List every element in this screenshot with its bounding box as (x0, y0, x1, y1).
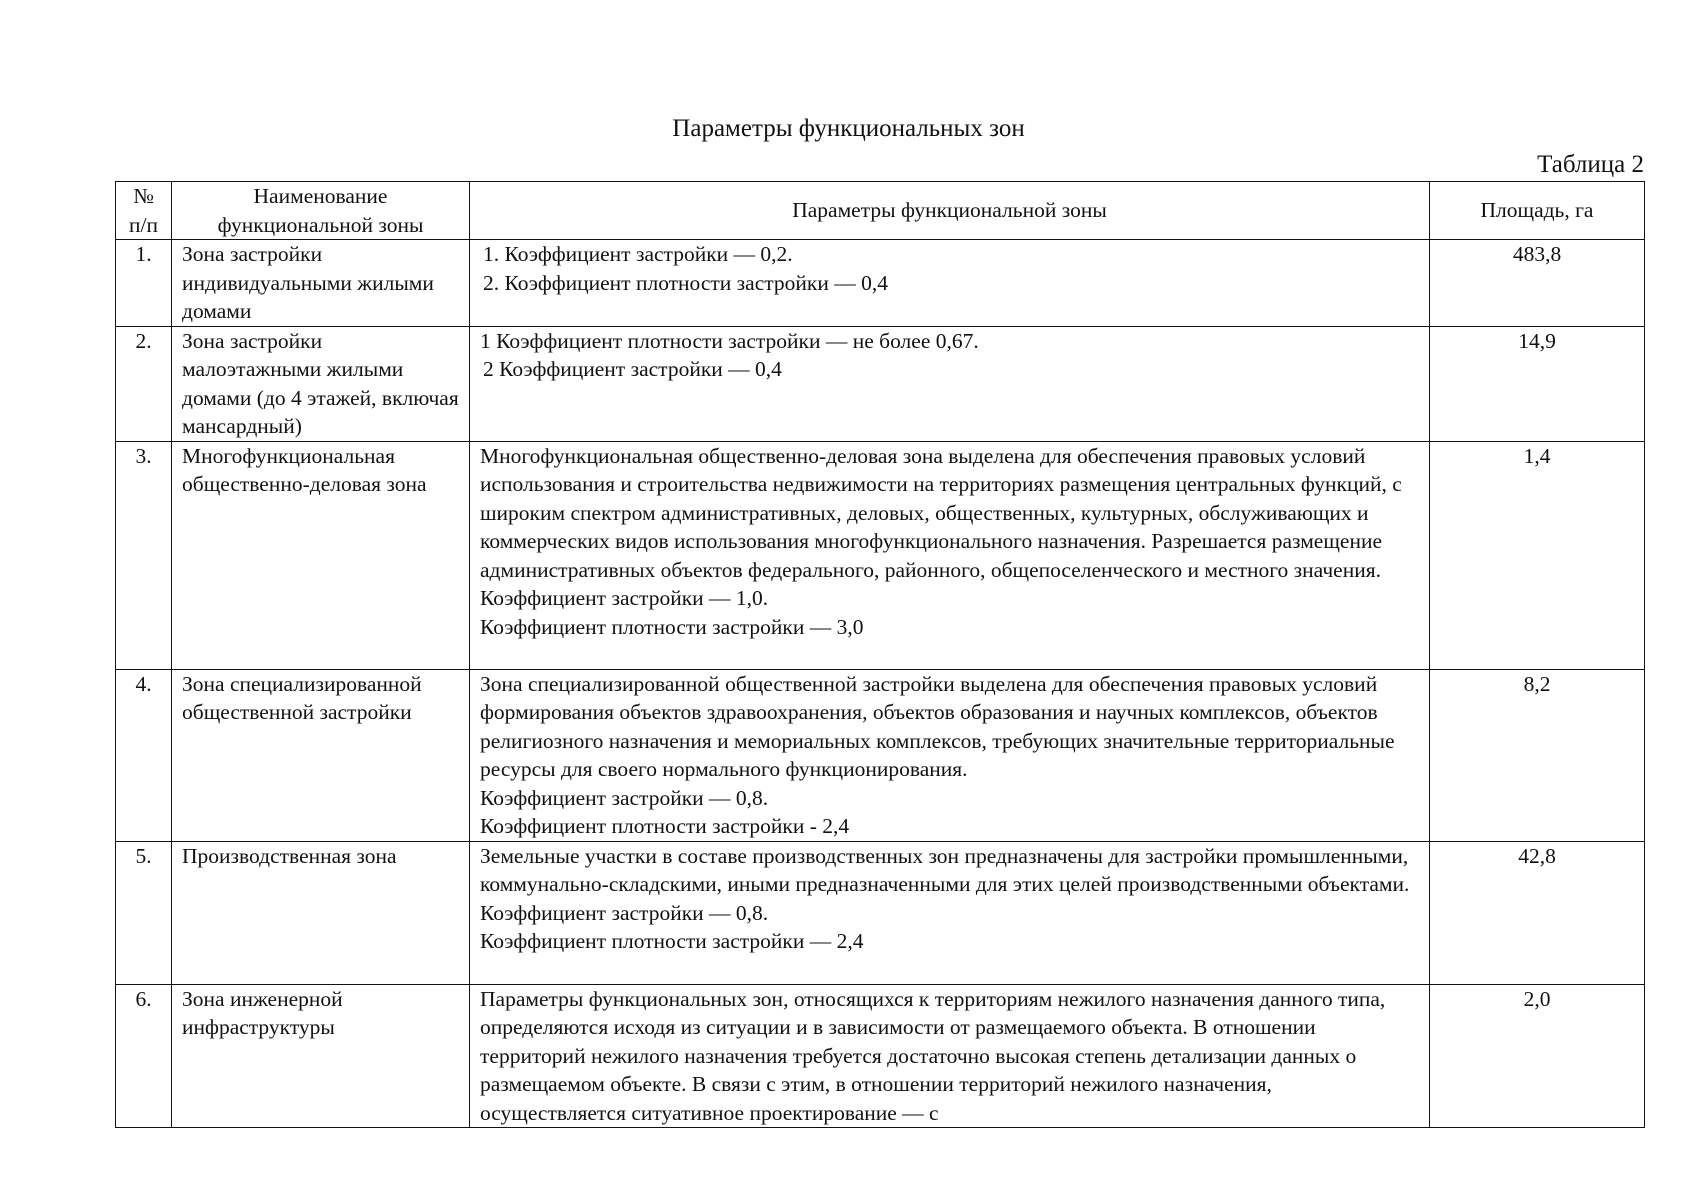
param-line: 1 Коэффициент плотности застройки — не более 0,67. (480, 328, 979, 353)
table-row (116, 441, 1645, 669)
zone-name: Зона инженерной инфраструктуры (172, 984, 470, 1128)
zone-area: 42,8 (1430, 841, 1645, 984)
zone-area: 1,4 (1430, 441, 1645, 669)
header-name-line1: Наименование (253, 184, 388, 208)
row-num: 2. (116, 326, 172, 441)
zone-name: Зона застройки индивидуальными жилыми домами (172, 240, 470, 327)
zone-params (470, 669, 1430, 841)
param-line: Параметры функциональных зон, относящихся к территориям нежилого назначения данного типа, определяются исходя из ситуации и в зависимости от размещаемого объекта. В отношении территорий нежилого назначения требуется достаточно высокая степень детализации данных о размещаемом объекте. В связи с этим, в отношении территорий нежилого назначения, осуществляется ситуативное проектирование — с (480, 986, 1386, 1125)
header-num-line2: п/п (129, 212, 158, 237)
row-num: 5. (116, 841, 172, 984)
zone-params (470, 984, 1430, 1128)
param-line: 2. Коэффициент плотности застройки — 0,4 (483, 270, 888, 295)
param-line: Земельные участки в составе производственных зон предназначены для застройки промышленными, коммунально-складскими, иными предназначенными для этих целей производственными объектами. (480, 843, 1410, 896)
zone-name: Многофункциональная общественно-деловая зона (172, 441, 470, 669)
header-row (116, 182, 1645, 240)
table-row (116, 841, 1645, 984)
zone-area: 8,2 (1430, 669, 1645, 841)
zone-name: Зона застройки малоэтажными жилыми домами (до 4 этажей, включая мансардный) (172, 326, 470, 441)
table-row (116, 984, 1645, 1128)
param-line: Коэффициент плотности застройки - 2,4 (480, 814, 850, 838)
zone-area: 14,9 (1430, 326, 1645, 441)
param-line: Коэффициент застройки — 0,8. (480, 900, 769, 925)
param-line: Коэффициент застройки — 1,0. (480, 586, 769, 610)
param-line: Зона специализированной общественной застройки выделена для обеспечения правовых условий формирования объектов здравоохранения, объектов образования и научных комплексов, объектов религиозного назначения и мемориальных комплексов, требующих значительные территориальные ресурсы для своего нормального функционирования. (480, 671, 1395, 781)
zone-params (470, 240, 1430, 327)
table-row (116, 240, 1645, 327)
table-row (116, 326, 1645, 441)
header-num (116, 182, 172, 240)
param-line: Коэффициент плотности застройки — 2,4 (480, 929, 864, 953)
header-area: Площадь, га (1430, 182, 1645, 240)
table-row (116, 669, 1645, 841)
param-line: Многофункциональная общественно-деловая зона выделена для обеспечения правовых условий использования и строительства недвижимости на территориях размещения центральных функций, с широким спектром административных, деловых, общественных, культурных, обслуживающих и коммерческих видов использования многофункционального назначения. Разрешается размещение административных объектов федерального, районного, общепоселенческого и местного значения. (480, 443, 1402, 582)
zone-area: 2,0 (1430, 984, 1645, 1128)
page-title: Параметры функциональных зон (672, 115, 1025, 142)
zone-params (470, 441, 1430, 669)
param-line: 2 Коэффициент застройки — 0,4 (483, 357, 782, 381)
zone-area: 483,8 (1430, 240, 1645, 327)
param-line: Коэффициент застройки — 0,8. (480, 785, 769, 810)
table-label: Таблица 2 (1537, 151, 1644, 178)
header-name-line2: функциональной зоны (217, 212, 424, 237)
zone-params (470, 326, 1430, 441)
header-params: Параметры функциональной зоны (470, 182, 1430, 240)
row-num: 3. (116, 441, 172, 669)
param-line: Коэффициент плотности застройки — 3,0 (480, 614, 864, 639)
zone-name: Производственная зона (172, 841, 470, 984)
row-num: 4. (116, 669, 172, 841)
header-name (172, 182, 470, 240)
zone-name: Зона специализированной общественной застройки (172, 669, 470, 841)
header-num-line1: № (133, 184, 154, 208)
row-num: 6. (116, 984, 172, 1128)
zone-params (470, 841, 1430, 984)
row-num: 1. (116, 240, 172, 327)
zones-table (115, 181, 1645, 1128)
param-line: 1. Коэффициент застройки — 0,2. (483, 242, 793, 266)
